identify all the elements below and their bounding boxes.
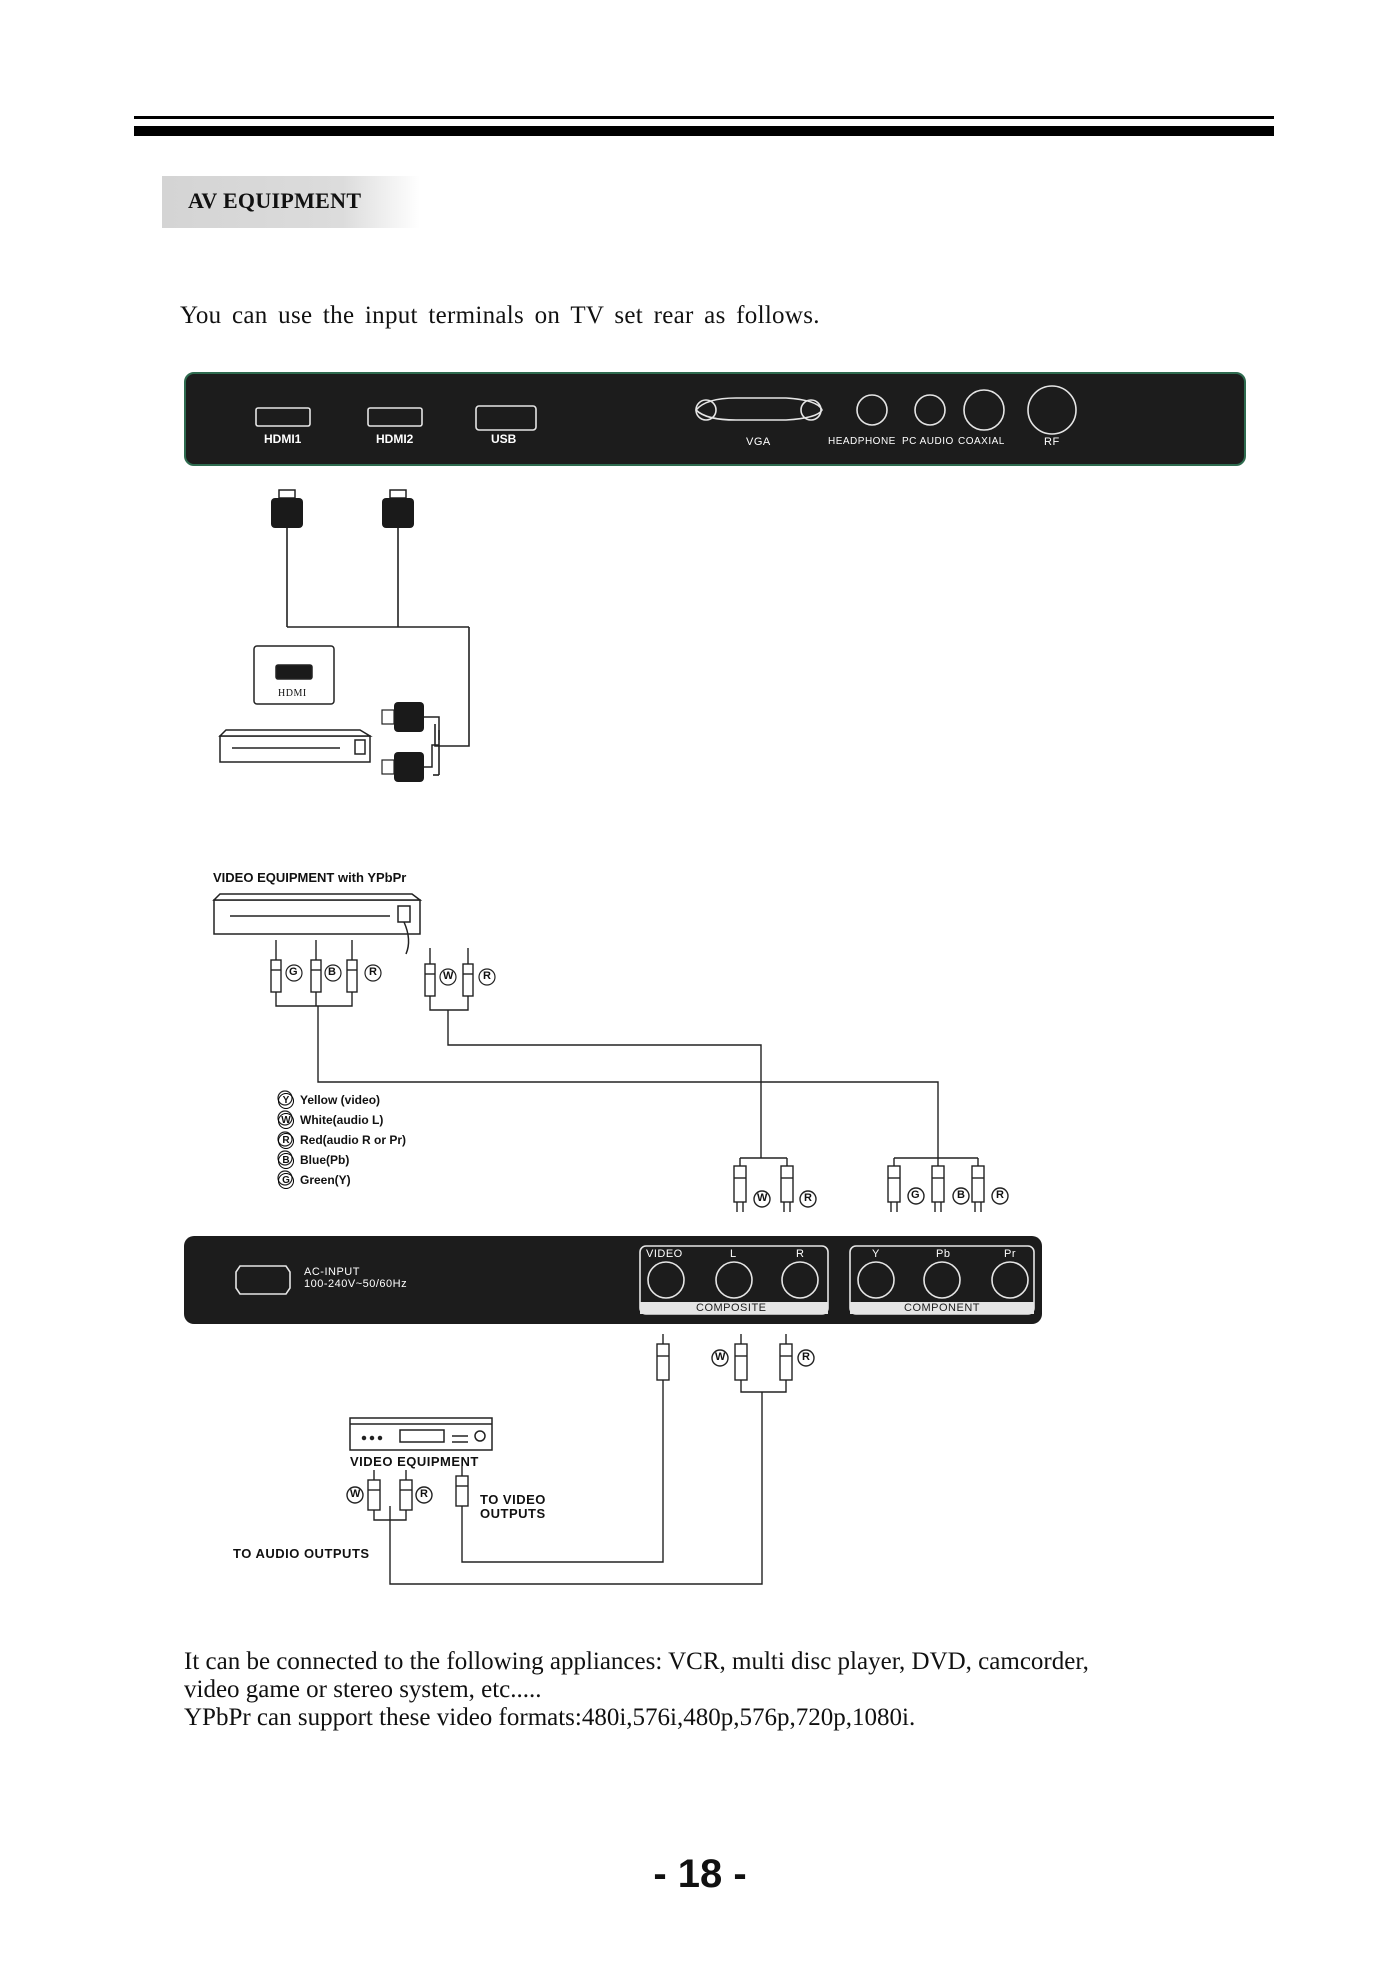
caption-line-2: video game or stereo system, etc..... bbox=[184, 1676, 542, 1703]
to-video-outputs-line2: OUTPUTS bbox=[480, 1506, 546, 1521]
pb-jack-label: Pb bbox=[936, 1248, 951, 1260]
hdmi2-port-label: HDMI2 bbox=[376, 432, 414, 446]
y-jack-label: Y bbox=[872, 1248, 880, 1260]
page-number: - 18 - bbox=[653, 1852, 747, 1896]
plug-code-g: G bbox=[911, 1189, 920, 1201]
vga-port-label: VGA bbox=[746, 436, 771, 448]
legend-text: Blue(Pb) bbox=[300, 1153, 350, 1167]
plug-code-b: B bbox=[328, 966, 336, 978]
hdmi-device-label: HDMI bbox=[278, 688, 307, 699]
section-title: AV EQUIPMENT bbox=[188, 188, 362, 213]
video-jack-label: VIDEO bbox=[646, 1248, 683, 1260]
plug-code-w: W bbox=[757, 1192, 768, 1204]
l-jack-label: L bbox=[730, 1248, 737, 1260]
bottom-output-plugs bbox=[657, 1334, 814, 1392]
ac-input-label: AC-INPUT bbox=[304, 1266, 360, 1278]
caption-text bbox=[184, 1648, 1244, 1732]
headphone-port-label: HEADPHONE bbox=[828, 436, 896, 447]
usb-port-label: USB bbox=[491, 432, 517, 446]
r-jack-label: R bbox=[796, 1248, 805, 1260]
bottom-cables bbox=[390, 1380, 762, 1584]
ypbpr-device bbox=[214, 894, 420, 954]
tv-rear-panel-bottom bbox=[184, 1236, 1042, 1324]
pc-audio-port-label: PC AUDIO bbox=[902, 436, 954, 447]
intro-text: You can use the input terminals on TV set rear as follows. bbox=[180, 302, 820, 329]
caption-line-3: YPbPr can support these video formats:480i,576i,480p,576p,720p,1080i. bbox=[184, 1704, 916, 1731]
plug-code-r: R bbox=[804, 1192, 812, 1204]
plug-code-w: W bbox=[715, 1351, 726, 1363]
pr-jack-label: Pr bbox=[1004, 1248, 1016, 1260]
tv-rear-panel-top bbox=[184, 372, 1246, 466]
legend-text: Red(audio R or Pr) bbox=[300, 1133, 407, 1147]
to-audio-outputs-label: TO AUDIO OUTPUTS bbox=[233, 1546, 370, 1561]
legend-code: W bbox=[278, 1113, 294, 1129]
legend-code: R bbox=[278, 1133, 294, 1149]
legend-code: G bbox=[278, 1173, 294, 1189]
plug-code-g: G bbox=[289, 966, 298, 978]
color-legend bbox=[278, 1090, 406, 1190]
ac-spec-label: 100-240V~50/60Hz bbox=[304, 1278, 408, 1290]
legend-text: Yellow (video) bbox=[300, 1093, 381, 1107]
to-video-outputs-line1: TO VIDEO bbox=[480, 1492, 546, 1507]
coaxial-port-label: COAXIAL bbox=[958, 436, 1005, 447]
legend-code: B bbox=[278, 1153, 294, 1169]
component-label: COMPONENT bbox=[904, 1302, 980, 1314]
plug-code-b: B bbox=[957, 1189, 965, 1201]
legend-item bbox=[278, 1090, 406, 1110]
plug-code-r: R bbox=[802, 1351, 810, 1363]
hdmi1-port-label: HDMI1 bbox=[264, 432, 302, 446]
plug-code-w: W bbox=[350, 1488, 361, 1500]
caption-line-1: It can be connected to the following appliances: VCR, multi disc player, DVD, camcorder, bbox=[184, 1648, 1089, 1675]
ypbpr-connection-lines bbox=[318, 1006, 938, 1158]
video-equipment-title: VIDEO EQUIPMENT bbox=[350, 1454, 479, 1469]
rf-port-label: RF bbox=[1044, 436, 1060, 448]
legend-item bbox=[278, 1130, 406, 1150]
hdmi-plug-1 bbox=[271, 490, 303, 528]
plug-code-r: R bbox=[420, 1488, 428, 1500]
video-equipment-device bbox=[350, 1418, 492, 1450]
plug-code-r: R bbox=[483, 970, 491, 982]
legend-code: Y bbox=[278, 1093, 294, 1109]
plug-code-r: R bbox=[996, 1189, 1004, 1201]
composite-label: COMPOSITE bbox=[696, 1302, 767, 1314]
hdmi-plug-2 bbox=[382, 490, 414, 528]
legend-item bbox=[278, 1170, 406, 1190]
legend-text: White(audio L) bbox=[300, 1113, 384, 1127]
video-equipment-plugs bbox=[347, 1466, 468, 1520]
component-input-plugs bbox=[888, 1158, 1008, 1212]
legend-item bbox=[278, 1150, 406, 1170]
ypbpr-device-title: VIDEO EQUIPMENT with YPbPr bbox=[213, 870, 407, 885]
plug-code-r: R bbox=[369, 966, 377, 978]
legend-text: Green(Y) bbox=[300, 1173, 351, 1187]
ypbpr-device-plugs bbox=[271, 940, 357, 1006]
plug-code-w: W bbox=[443, 970, 454, 982]
legend-item bbox=[278, 1110, 406, 1130]
hdmi-device-plugs bbox=[382, 702, 439, 782]
hdmi-source-device bbox=[220, 646, 370, 762]
